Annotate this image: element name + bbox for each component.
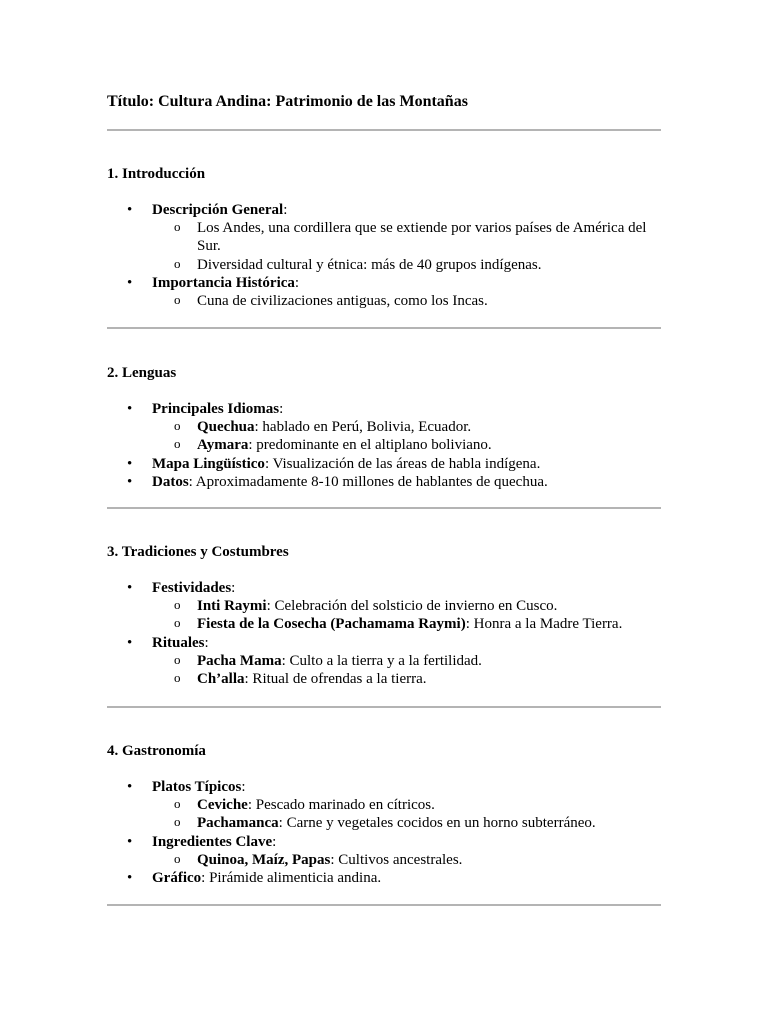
item-label: Gráfico	[152, 870, 202, 887]
bullet-list	[107, 778, 661, 887]
sub-list-item	[152, 670, 661, 688]
section-gastronomia	[107, 742, 661, 887]
item-label: Ceviche	[197, 797, 248, 814]
sub-list	[152, 597, 661, 633]
item-label: Datos	[152, 473, 189, 490]
list-item	[107, 400, 661, 455]
section-heading: 3. Tradiciones y Costumbres	[107, 544, 289, 560]
item-label: Fiesta de la Cosecha (Pachamama Raymi)	[197, 616, 466, 633]
list-item	[107, 274, 661, 310]
item-text: : Pescado marinado en cítricos.	[247, 797, 435, 814]
item-text: : Cultivos ancestrales.	[330, 851, 463, 868]
bullet-list	[107, 579, 661, 688]
sub-list-item	[152, 796, 661, 814]
sub-list	[152, 418, 661, 454]
list-item	[107, 473, 661, 491]
item-label: Importancia Histórica	[152, 274, 295, 291]
item-text: : Aproximadamente 8-10 millones de hablantes de quechua.	[188, 473, 548, 490]
section-heading: 2. Lenguas	[107, 365, 177, 381]
section-heading: 1. Introducción	[107, 166, 206, 182]
list-item	[107, 455, 661, 473]
item-text: Diversidad cultural y étnica: más de 40 grupos indígenas.	[197, 256, 542, 273]
sub-list	[152, 219, 661, 274]
item-separator: :	[283, 202, 288, 218]
item-label: Descripción General	[152, 202, 284, 218]
item-text: : Carne y vegetales cocidos en un horno subterráneo.	[278, 815, 596, 832]
item-label: Aymara	[197, 437, 249, 454]
item-text: Cuna de civilizaciones antiguas, como los Incas.	[197, 293, 488, 310]
item-label: Platos Típicos	[152, 779, 242, 795]
item-separator: :	[204, 634, 209, 651]
section-heading: 4. Gastronomía	[107, 743, 206, 759]
divider	[107, 129, 661, 131]
sub-list-item	[152, 436, 661, 454]
item-text: : Ritual de ofrendas a la tierra.	[244, 671, 427, 688]
item-label: Pacha Mama	[197, 652, 282, 669]
sub-list-item	[152, 418, 661, 436]
bullet-list	[107, 201, 661, 310]
sub-list-item	[152, 256, 661, 274]
item-separator: :	[294, 274, 300, 291]
item-text: : Honra a la Madre Tierra.	[465, 616, 623, 633]
divider	[107, 327, 661, 329]
item-label: Quinoa, Maíz, Papas	[197, 851, 331, 868]
divider	[107, 904, 661, 906]
list-item	[107, 579, 661, 634]
item-separator: :	[272, 833, 277, 850]
item-label: Rituales	[152, 634, 205, 651]
item-text: : Visualización de las áreas de habla indígena.	[264, 455, 541, 472]
sub-list	[152, 851, 661, 869]
list-item	[107, 778, 661, 833]
item-label: Ingredientes Clave	[152, 833, 273, 850]
sub-list	[152, 292, 661, 310]
divider	[107, 706, 661, 708]
section-tradiciones	[107, 543, 661, 688]
sub-list-item	[152, 615, 661, 633]
sub-list-item	[152, 814, 661, 832]
section-introduccion	[107, 165, 661, 310]
list-item	[107, 869, 661, 887]
item-label: Festividades	[152, 580, 232, 596]
sub-list-item	[152, 292, 661, 310]
document-title: Título: Cultura Andina: Patrimonio de las Montañas	[107, 93, 468, 110]
sub-list-item	[152, 219, 661, 255]
item-text: : hablado en Perú, Bolivia, Ecuador.	[254, 419, 472, 436]
item-text: : Pirámide alimenticia andina.	[201, 870, 382, 887]
bullet-list	[107, 400, 661, 491]
list-item	[107, 634, 661, 689]
item-separator: :	[241, 779, 246, 795]
item-label: Inti Raymi	[197, 598, 267, 615]
divider	[107, 507, 661, 509]
sub-list-item	[152, 652, 661, 670]
item-text: : Culto a la tierra y a la fertilidad.	[281, 652, 482, 669]
sub-list-item	[152, 851, 661, 869]
sub-list	[152, 796, 661, 832]
item-label: Mapa Lingüístico	[152, 455, 265, 472]
item-text: : Celebración del solsticio de invierno en Cusco.	[266, 598, 558, 615]
list-item	[107, 201, 661, 274]
sub-list	[152, 652, 661, 688]
item-label: Ch’alla	[197, 671, 245, 688]
list-item	[107, 833, 661, 869]
item-separator: :	[279, 401, 284, 417]
section-lenguas	[107, 364, 661, 491]
item-label: Pachamanca	[197, 815, 279, 832]
item-separator: :	[231, 580, 236, 596]
item-label: Quechua	[197, 419, 255, 436]
item-text: : predominante en el altiplano boliviano.	[248, 437, 492, 454]
item-text: Los Andes, una cordillera que se extiende por varios países de América del Sur.	[197, 220, 647, 255]
item-label: Principales Idiomas	[152, 401, 280, 417]
sub-list-item	[152, 597, 661, 615]
